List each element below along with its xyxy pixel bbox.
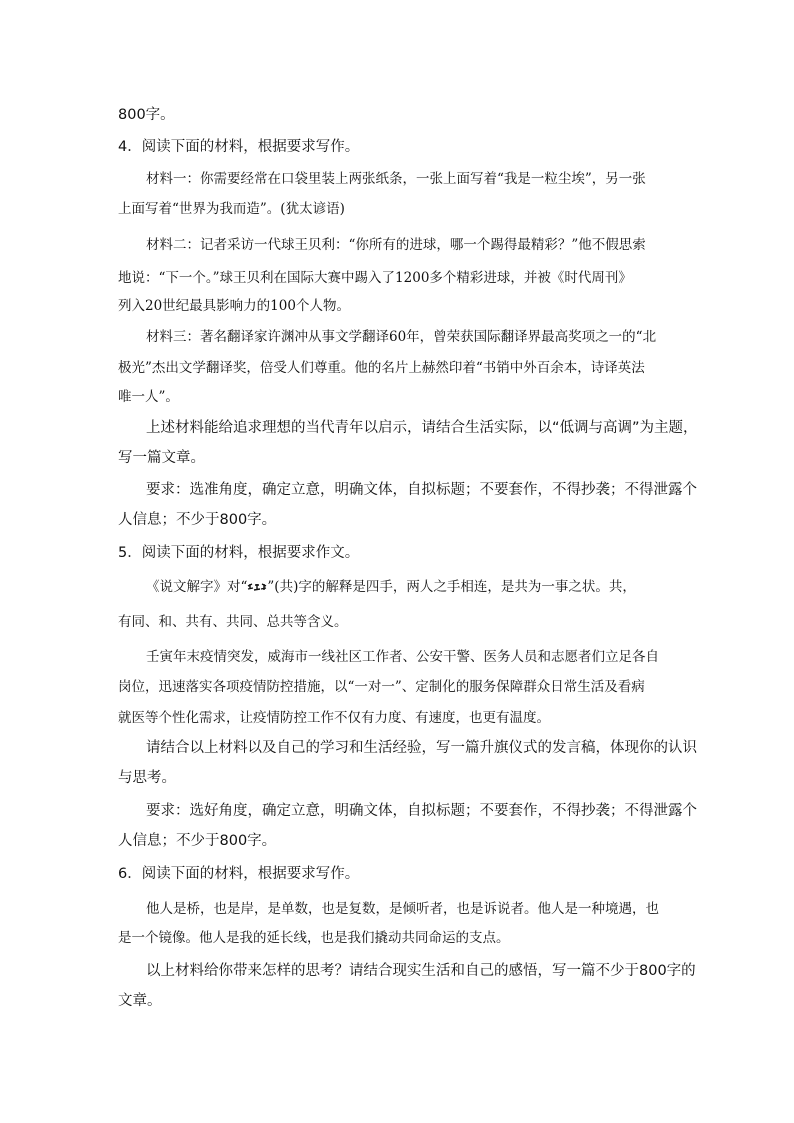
text-line: 是一个镜像。他人是我的延长线，也是我们撬动共同命运的支点。 bbox=[118, 930, 510, 946]
text-line: 材料二：记者采访一代球王贝利：“你所有的进球，哪一个踢得最精彩？”他不假思索 bbox=[146, 237, 646, 253]
text-line: 请结合以上材料以及自己的学习和生活经验，写一篇升旗仪式的发言稿，体现你的认识 bbox=[146, 740, 697, 756]
text-line: 与思考。 bbox=[118, 770, 176, 786]
ancient-gong-glyph-icon bbox=[247, 583, 267, 593]
text-line: 有同、和、共有、共同、总共等含义。 bbox=[118, 614, 348, 630]
text-line: 岗位，迅速落实各项疫情防控措施，以“一对一”、定制化的服务保障群众日常生活及看病 bbox=[118, 679, 645, 695]
text-line: 要求：选好角度，确定立意，明确文体，自拟标题；不要套作，不得抄袭；不得泄露个 bbox=[146, 803, 697, 819]
text-line: 唯一人”。 bbox=[118, 389, 179, 405]
text-line: 人信息；不少于800字。 bbox=[118, 512, 277, 528]
text-line: 极光”杰出文学翻译奖，倍受人们尊重。他的名片上赫然印着“书销中外百余本，诗译英法 bbox=[118, 360, 645, 376]
text-line: 写一篇文章。 bbox=[118, 450, 205, 466]
text-line: 就医等个性化需求，让疫情防控工作不仅有力度、有速度，也更有温度。 bbox=[118, 710, 550, 726]
text-line: 要求：选准角度，确定立意，明确文体，自拟标题；不要套作，不得抄袭；不得泄露个 bbox=[146, 482, 697, 498]
text-fragment: 《说文解字》对“ bbox=[146, 579, 248, 595]
text-line: 文章。 bbox=[118, 993, 162, 1009]
text-fragment: ”(共)字的解释是四手，两人之手相连，是共为一事之状。共， bbox=[267, 579, 636, 595]
text-line: 以上材料给你带来怎样的思考？请结合现实生活和自己的感悟，写一篇不少于800字的 bbox=[146, 963, 696, 979]
text-line: 材料一：你需要经常在口袋里装上两张纸条，一张上面写着“我是一粒尘埃”，另一张 bbox=[146, 171, 646, 187]
question-4-heading: 4．阅读下面的材料，根据要求写作。 bbox=[118, 139, 360, 155]
text-line: 地说：“下一个。”球王贝利在国际大赛中踢入了1200多个精彩进球，并被《时代周刊》 bbox=[118, 270, 632, 286]
text-line: 他人是桥，也是岸，是单数，也是复数，是倾听者，也是诉说者。他人是一种境遇，也 bbox=[146, 901, 659, 917]
text-line: 800字。 bbox=[118, 107, 175, 123]
text-line: 人信息；不少于800字。 bbox=[118, 833, 277, 849]
text-line: 壬寅年末疫情突发，威海市一线社区工作者、公安干警、医务人员和志愿者们立足各自 bbox=[146, 649, 659, 665]
text-line bbox=[146, 575, 636, 595]
text-line: 材料三：著名翻译家许渊冲从事文学翻译60年，曾荣获国际翻译界最高奖项之一的“北 bbox=[146, 329, 657, 345]
text-line: 列入20世纪最具影响力的100个人物。 bbox=[118, 298, 350, 314]
question-6-heading: 6．阅读下面的材料，根据要求写作。 bbox=[118, 866, 360, 882]
text-line: 上面写着“世界为我而造”。(犹太谚语) bbox=[118, 201, 345, 217]
question-5-heading: 5．阅读下面的材料，根据要求作文。 bbox=[118, 545, 360, 561]
text-line: 上述材料能给追求理想的当代青年以启示，请结合生活实际，以“低调与高调”为主题， bbox=[146, 420, 698, 436]
